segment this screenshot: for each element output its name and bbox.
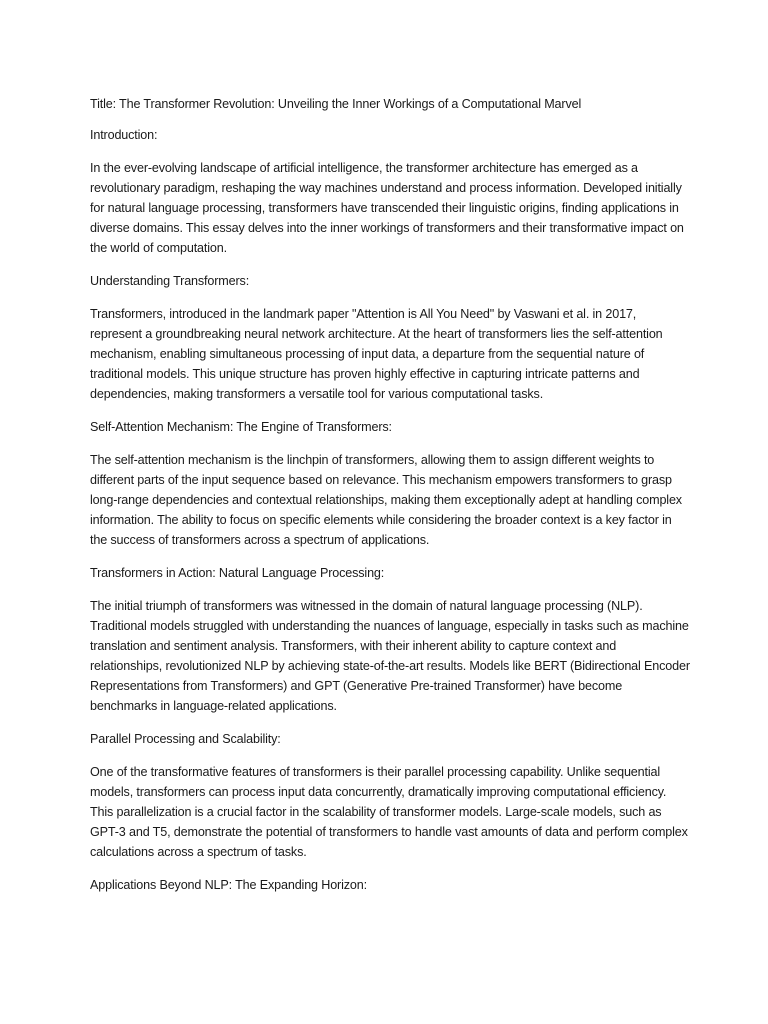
section-heading-nlp: Transformers in Action: Natural Language Processing: — [90, 566, 385, 580]
section-body-introduction: In the ever-evolving landscape of artificial intelligence, the transformer architecture has emerged as a revolutionary paradigm, reshaping the way machines understand and process information. Developed initially for natural language processing, transformers have transcended their linguistic origins, finding applications in diverse domains. This essay delves into the inner workings of transformers and their transformative impact on the world of computation. — [90, 161, 684, 255]
section-body-parallel-processing: One of the transformative features of transformers is their parallel processing capability. Unlike sequential models, transformers can process input data concurrently, dramatically improving computational efficiency. This parallelization is a crucial factor in the scalability of transformer models. Large-scale models, such as GPT-3 and T5, demonstrate the potential of transformers to handle vast amounts of data and perform complex calculations across a spectrum of tasks. — [90, 765, 688, 859]
document-title: Title: The Transformer Revolution: Unveiling the Inner Workings of a Computational Marvel — [90, 97, 582, 111]
section-heading-self-attention: Self-Attention Mechanism: The Engine of Transformers: — [90, 420, 392, 434]
section-heading-understanding-transformers: Understanding Transformers: — [90, 274, 250, 288]
section-body-nlp: The initial triumph of transformers was witnessed in the domain of natural language processing (NLP). Traditional models struggled with understanding the nuances of language, especially in tasks such as machine translation and sentiment analysis. Transformers, with their inherent ability to capture context and relationships, revolutionized NLP by achieving state-of-the-art results. Models like BERT (Bidirectional Encoder Representations from Transformers) and GPT (Generative Pre-trained Transformer) have become benchmarks in language-related applications. — [90, 599, 690, 713]
section-body-self-attention: The self-attention mechanism is the linchpin of transformers, allowing them to assign different weights to different parts of the input sequence based on relevance. This mechanism empowers transformers to grasp long-range dependencies and contextual relationships, making them exceptionally adept at handling complex information. The ability to focus on specific elements while considering the broader context is a key factor in the success of transformers across a spectrum of applications. — [90, 453, 682, 547]
section-body-understanding-transformers: Transformers, introduced in the landmark paper "Attention is All You Need" by Vaswani et al. in 2017, represent a groundbreaking neural network architecture. At the heart of transformers lies the self-attention mechanism, enabling simultaneous processing of input data, a departure from the sequential nature of traditional models. This unique structure has proven highly effective in capturing intricate patterns and dependencies, making transformers a versatile tool for various computational tasks. — [90, 307, 663, 401]
section-heading-parallel-processing: Parallel Processing and Scalability: — [90, 732, 281, 746]
section-heading-introduction: Introduction: — [90, 128, 158, 142]
section-heading-applications-beyond-nlp: Applications Beyond NLP: The Expanding Horizon: — [90, 878, 367, 892]
document-page — [90, 94, 690, 908]
